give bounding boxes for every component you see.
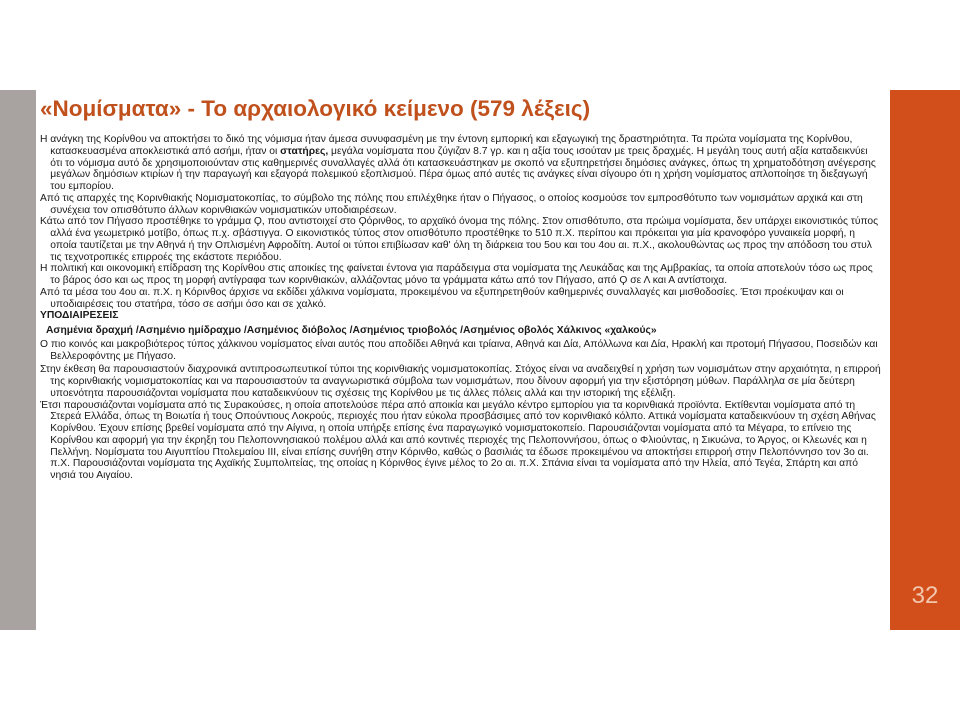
paragraph-7: Στην έκθεση θα παρουσιαστούν διαχρονικά αντιπροσωπευτικοί τύποι της κορινθιακής νομισματοκοπίας. Στόχος είναι να αναδειχθεί η χρήση των νομισμάτων στην αρχαιότητα, η επιρροή της κορινθιακής νομισματοκοπίας και να παρουσιαστούν τα αναγνωριστικά σύμβολα των νομισμάτων, που δίνουν αφορμή για την εξιστόρηση μύθων. Παράλληλα σε μία δεύτερη υποενότητα παρουσιάζονται νομίσματα που καταδεικνύουν τις σχέσεις της Κορίνθου με τις άλλες πόλεις αλλά και την ιστορική της εξέλιξη. [40, 364, 881, 399]
subdivisions-heading: ΥΠΟΔΙΑΙΡΕΣΕΙΣ [40, 310, 119, 322]
right-accent-bar [890, 90, 960, 630]
paragraph-6: Ο πιο κοινός και μακροβιότερος τύπος χάλκινου νομίσματος είναι αυτός που αποδίδει Αθηνά και τρίαινα, Αθηνά και Δία, Απόλλωνα και Δία, Ηρακλή και προτομή Πήγασου, Ποσειδών και Βελλεροφόντης με Πήγασο. [40, 338, 878, 362]
slide-body-text [40, 134, 882, 628]
paragraph-2: Από τις απαρχές της Κορινθιακής Νομισματοκοπίας, το σύμβολο της πόλης που επιλέχθηκε ήταν ο Πήγασος, ο οποίος κοσμούσε τον εμπροσθότυπο των νομισμάτων αρχικά και στη συνέχεια τον οπισθότυπο άλλων κορινθιακών νομισματικών υποδιαιρέσεων. [40, 192, 863, 216]
paragraph-8: Έτσι παρουσιάζονται νομίσματα από τις Συρακούσες, η οποία αποτελούσε πέρα από αποικία και μεγάλο κέντρο εμπορίου για τα κορινθιακά προϊόντα. Εκτίθενται νομίσματα από τη Στερεά Ελλάδα, όπως τη Βοιωτία ή τους Οπούντιους Λοκρούς, περιοχές που ήταν εύκολα προσβάσιμες από τον κορινθιακό κόλπο. Αττικά νομίσματα καταδεικνύουν τη σχέση Αθήνας Κορίνθου. Έχουν επίσης βρεθεί νομίσματα από την Αίγινα, η οποία υπήρξε επίσης ένα παραγωγικό νομισματοκοπείο. Παρουσιάζονται νομίσματα από τα Μέγαρα, το επίνειο της Κορίνθου και αφορμή για την έκρηξη του Πελοποννησιακού πολέμου αλλά και από κοντινές περιοχές της Πελοποννήσου, όπως ο Φλιούντας, η Σικυώνα, το Άργος, οι Κλεωνές και η Πελλήνη. Νομίσματα του Αιγυπτίου Πτολεμαίου ΙΙΙ, είναι επίσης συνήθη στην Κόρινθο, καθώς ο βασιλιάς τα έδωσε προκειμένου να αποκτήσει επιρροή στην Πελοπόννησο τον 3ο αι. π.Χ. Παρουσιάζονται νομίσματα της Αχαϊκής Συμπολιτείας, της οποίας η Κόρινθος έγινε μέλος το 2ο αι. π.Χ. Σπάνια είναι τα νομίσματα από την Ηλεία, από Τεγέα, Σπάρτη και από νησιά του Αιγαίου. [40, 399, 876, 481]
paragraph-3: Κάτω από τον Πήγασο προστέθηκε το γράμμα Ϙ, που αντιστοιχεί στο Ϙόρινθος, το αρχαϊκό όνομα της πόλης. Στον οπισθότυπο, στα πρώιμα νομίσματα, δεν υπάρχει εικονιστικός τύπος αλλά ένα γεωμετρικό μοτίβο, όπως π.χ. σβάστιγγα. Ο εικονιστικός τύπος στον οπισθότυπο προστέθηκε το 510 π.Χ. περίπου και πρόκειται για μία κρανοφόρο γυναικεία μορφή, η οποία ταυτίζεται με την Αθηνά ή την Οπλισμένη Αφροδίτη. Αυτοί οι τύποι επιβίωσαν καθ' όλη τη διάρκεια του 5ου και του 4ου αι. π.Χ., ακολουθώντας ως προς την απόδοση του στυλ τις τεχνοτροπικές επιρροές της εκάστοτε περιόδου. [40, 216, 879, 263]
staters-term: στατήρες, [280, 145, 329, 157]
paragraph-4: Η πολιτική και οικονομική επίδραση της Κορίνθου στις αποικίες της φαίνεται έντονα για παράδειγμα στα νομίσματα της Λευκάδας και της Αμβρακίας, τα οποία αποτελούν τόσο ως προς το βάρος όσο και ως προς τη μορφή αντίγραφα των κορινθιακών, αλλάζοντας μόνο τα γράμματα κάτω από τον Πήγασο, από Ϙ σε Λ και Α αντίστοιχα. [40, 263, 873, 286]
left-decorative-bar [0, 90, 36, 630]
paragraph-5: Από τα μέσα του 4ου αι. π.Χ. η Κόρινθος άρχισε να εκδίδει χάλκινα νομίσματα, προκειμένου να εξυπηρετηθούν καθημερινές συναλλαγές και μισθοδοσίες. Έτσι προέκυψαν και οι υποδιαιρέσεις του στατήρα, τόσο σε ασήμι όσο και σε χαλκό. [40, 286, 844, 310]
slide-title: «Νομίσματα» - Το αρχαιολογικό κείμενο (579 λέξεις) [40, 96, 591, 121]
subdivisions-list: Ασημένια δραχμή /Ασημένιο ημίδραχμο /Ασημένιος διόβολος /Ασημένιος τριοβολός /Ασημένιος οβολός Χάλκινος «χαλκούς» [46, 325, 657, 336]
paragraph-1 [40, 134, 882, 193]
paragraph-1-part-b: μεγάλα νομίσματα που ζύγιζαν 8.7 γρ. και η αξία τους ισούταν με τρεις δραχμές. Η μεγάλη τους αυτή αξία καταδεικνύει ότι το νόμισμα αυτό δε χρησιμοποιούνταν στις καθημερινές συναλλαγές αλλά ότι κατασκευάστηκαν με σκοπό να εξυπηρετήσει δημόσιες ανάγκες, όπως τη χρηματοδότηση ανέγερσης μεγάλων δημόσιων κτιρίων ή την παραγωγή και εξαγορά πολεμικού εξοπλισμού. Πέρα όμως από αυτές τις ανάγκες είναι σίγουρο ότι η χρήση νομίσματος απλοποίησε τη διεξαγωγή του εμπορίου. [50, 145, 876, 192]
slide-page-number: 32 [911, 582, 939, 609]
paragraph-1-part-a: Η ανάγκη της Κορίνθου να αποκτήσει το δικό της νόμισμα ήταν άμεσα συνυφασμένη με την έντονη εμπορική και εξαγωγική της δραστηριότητα. Τα πρώτα νομίσματα της Κορίνθου, κατασκευασμένα αποκλειστικά από ασήμι, ήταν οι [40, 134, 853, 157]
